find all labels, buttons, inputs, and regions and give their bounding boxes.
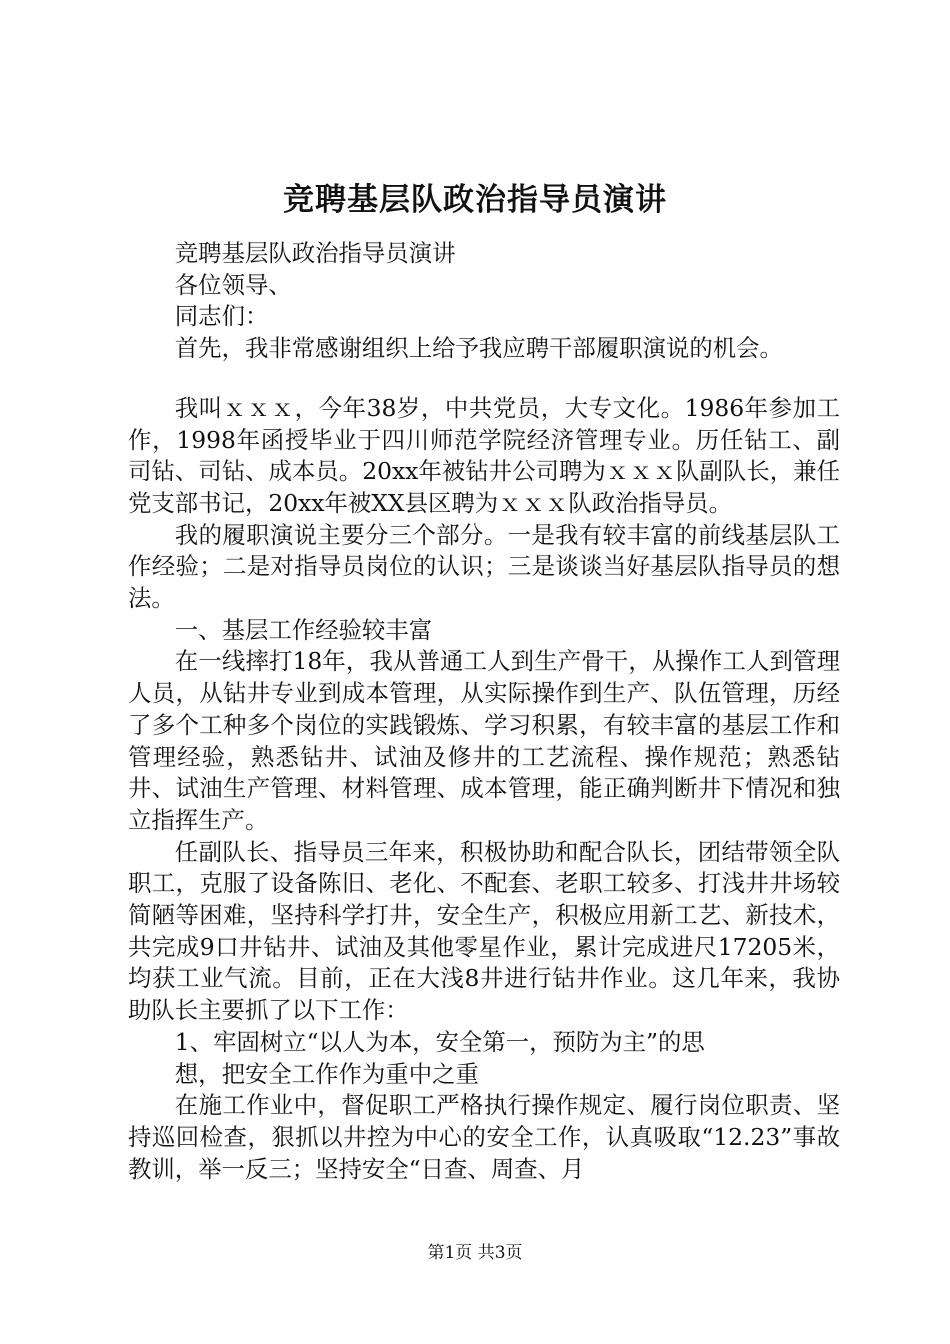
subheading-safety-line1: 1、牢固树立“以人为本，安全第一，预防为主”的思 <box>174 1027 705 1056</box>
section-heading-experience: 一、基层工作经验较丰富 <box>174 615 433 644</box>
paragraph-salutation-leaders: 各位领导、 <box>174 270 292 299</box>
paragraph-achievements: 任副队长、指导员三年来，积极协助和配合队长，团结带领全队职工，克服了设备陈旧、老化、不配套、老职工较多、打浅井井场较简陋等困难，坚持科学打井，安全生产，积极应用新工艺、新技术，共完成9口井钻井、试油及其他零星作业，累计完成进尺17205米，均获工业气流。目前，正在大浅8井进行钻井作业。这几年来，我协助队长主要抓了以下工作： <box>128 837 840 1025</box>
paragraph-safety: 在施工作业中，督促职工严格执行操作规定、履行岗位职责、坚持巡回检查，狠抓以井控为中心的安全工作，认真吸取“12.23”事故教训，举一反三；坚持安全“日查、周查、月 <box>128 1091 840 1183</box>
document-body <box>128 238 840 1185</box>
subheading-safety-line2: 想，把安全工作作为重中之重 <box>174 1059 479 1088</box>
paragraph-salutation-comrades: 同志们： <box>174 302 269 331</box>
paragraph-experience: 在一线摔打18年，我从普通工人到生产骨干，从操作工人到管理人员，从钻井专业到成本管理，从实际操作到生产、队伍管理，历经了多个工种多个岗位的实践锻炼、学习积累，有较丰富的基层工作和管理经验，熟悉钻井、试油及修井的工艺流程、操作规范；熟悉钻井、试油生产管理、材料管理、成本管理，能正确判断井下情况和独立指挥生产。 <box>128 647 840 834</box>
document-title: 竞聘基层队政治指导员演讲 <box>283 182 667 218</box>
paragraph-heading: 竞聘基层队政治指导员演讲 <box>174 239 456 267</box>
paragraph-outline: 我的履职演说主要分三个部分。一是我有较丰富的前线基层队工作经验；二是对指导员岗位的认识；三是谈谈当好基层队指导员的想法。 <box>128 520 840 613</box>
page-footer: 第1页 共3页 <box>427 1243 523 1263</box>
paragraph-thanks: 首先，我非常感谢组织上给予我应聘干部履职演说的机会。 <box>174 334 783 363</box>
paragraph-self-intro: 我叫ｘｘｘ，今年38岁，中共党员，大专文化。1986年参加工作，1998年函授毕业于四川师范学院经济管理专业。历任钻工、副司钻、司钻、成本员。20xx年被钻井公司聘为ｘｘｘ队副队长，兼任党支部书记，20xx年被XX县区聘为ｘｘｘ队政治指导员。 <box>128 393 840 517</box>
